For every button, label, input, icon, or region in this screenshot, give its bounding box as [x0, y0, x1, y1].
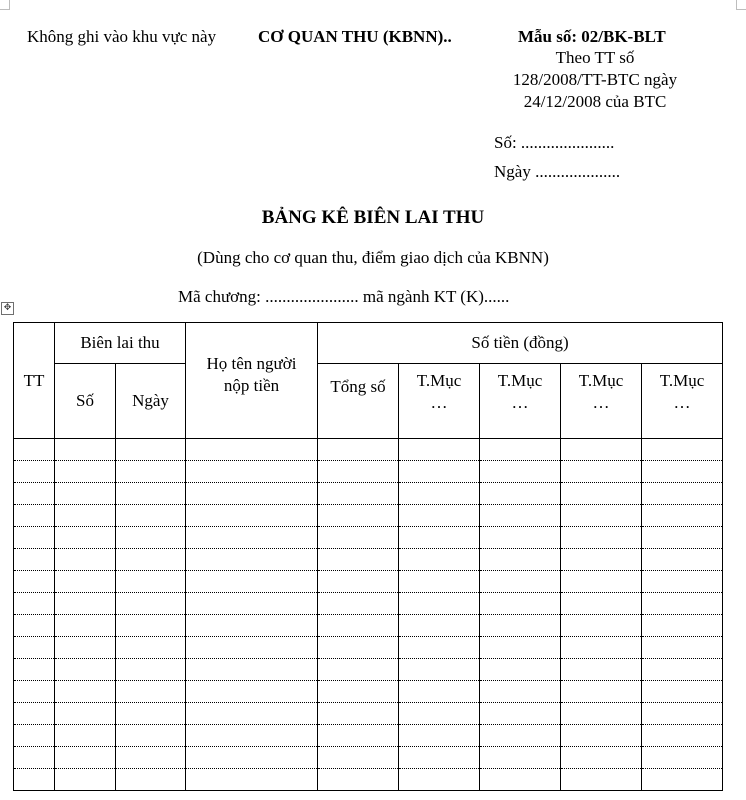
table-cell[interactable] — [116, 461, 186, 483]
table-cell[interactable] — [642, 725, 723, 747]
table-cell[interactable] — [642, 527, 723, 549]
table-cell[interactable] — [399, 747, 480, 769]
table-cell[interactable] — [186, 527, 318, 549]
table-cell[interactable] — [186, 637, 318, 659]
table-cell[interactable] — [561, 593, 642, 615]
table-cell[interactable] — [14, 461, 55, 483]
table-cell[interactable] — [561, 505, 642, 527]
tmuc-4-ellipsis: … — [673, 393, 691, 412]
table-cell[interactable] — [642, 505, 723, 527]
table-cell[interactable] — [561, 483, 642, 505]
table-cell[interactable] — [561, 769, 642, 791]
table-cell[interactable] — [14, 659, 55, 681]
form-number: Mẫu số: 02/BK-BLT — [518, 27, 666, 46]
table-cell[interactable] — [186, 505, 318, 527]
table-cell[interactable] — [318, 571, 399, 593]
col-header-ngay: Ngày — [116, 364, 186, 439]
table-cell[interactable] — [186, 659, 318, 681]
table-cell[interactable] — [480, 747, 561, 769]
table-cell[interactable] — [399, 549, 480, 571]
receipt-list-table — [13, 322, 723, 791]
col-header-so: Số — [55, 364, 116, 439]
table-cell[interactable] — [318, 659, 399, 681]
table-move-handle-icon[interactable]: ✥ — [1, 302, 14, 315]
table-cell[interactable] — [55, 483, 116, 505]
table-cell[interactable] — [642, 439, 723, 461]
table-row — [14, 681, 723, 703]
table-cell[interactable] — [399, 483, 480, 505]
table-cell[interactable] — [55, 681, 116, 703]
col-header-tt: TT — [14, 323, 55, 439]
table-cell[interactable] — [186, 703, 318, 725]
col-header-tmuc-4 — [642, 364, 723, 439]
table-cell[interactable] — [55, 527, 116, 549]
table-body — [14, 439, 723, 791]
document-date-field: Ngày .................... — [494, 162, 621, 181]
table-cell[interactable] — [116, 747, 186, 769]
table-row — [14, 659, 723, 681]
table-cell[interactable] — [642, 637, 723, 659]
table-cell[interactable] — [399, 571, 480, 593]
table-cell[interactable] — [480, 549, 561, 571]
table-cell[interactable] — [399, 615, 480, 637]
table-cell[interactable] — [480, 483, 561, 505]
table-cell[interactable] — [642, 659, 723, 681]
table-cell[interactable] — [116, 659, 186, 681]
table-cell[interactable] — [642, 593, 723, 615]
table-cell[interactable] — [116, 725, 186, 747]
table-cell[interactable] — [399, 461, 480, 483]
table-cell[interactable] — [186, 571, 318, 593]
document-number-field: Số: ...................... — [494, 133, 615, 152]
table-cell[interactable] — [14, 615, 55, 637]
table-cell[interactable] — [561, 703, 642, 725]
table-cell[interactable] — [480, 505, 561, 527]
table-cell[interactable] — [399, 593, 480, 615]
table-cell[interactable] — [318, 681, 399, 703]
table-cell[interactable] — [14, 549, 55, 571]
tmuc-3-label: T.Mục — [578, 371, 624, 390]
table-cell[interactable] — [561, 549, 642, 571]
tmuc-1-ellipsis: … — [430, 393, 448, 412]
table-cell[interactable] — [116, 637, 186, 659]
table-cell[interactable] — [116, 527, 186, 549]
table-cell[interactable] — [14, 747, 55, 769]
table-cell[interactable] — [55, 637, 116, 659]
table-cell[interactable] — [116, 439, 186, 461]
table-cell[interactable] — [642, 571, 723, 593]
table-cell[interactable] — [480, 637, 561, 659]
regulation-ref-line2: 128/2008/TT-BTC ngày — [512, 70, 678, 89]
col-header-total: Tổng số — [318, 364, 399, 439]
table-cell[interactable] — [561, 571, 642, 593]
document-subtitle: (Dùng cho cơ quan thu, điểm giao dịch của KBNN) — [197, 248, 549, 267]
col-header-payer — [186, 323, 318, 439]
table-cell[interactable] — [318, 505, 399, 527]
table-cell[interactable] — [399, 659, 480, 681]
table-cell[interactable] — [14, 571, 55, 593]
table-cell[interactable] — [55, 659, 116, 681]
table-cell[interactable] — [14, 637, 55, 659]
table-cell[interactable] — [186, 461, 318, 483]
table-cell[interactable] — [399, 769, 480, 791]
tmuc-4-label: T.Mục — [659, 371, 705, 390]
table-cell[interactable] — [480, 527, 561, 549]
table-cell[interactable] — [55, 593, 116, 615]
table-cell[interactable] — [116, 593, 186, 615]
table-cell[interactable] — [14, 681, 55, 703]
table-cell[interactable] — [116, 615, 186, 637]
regulation-ref-line1: Theo TT số — [555, 48, 635, 67]
table-cell[interactable] — [399, 725, 480, 747]
table-cell[interactable] — [186, 725, 318, 747]
table-row — [14, 505, 723, 527]
table-cell[interactable] — [561, 461, 642, 483]
chapter-code-line: Mã chương: ...................... mã ngành KT (K)...... — [178, 287, 510, 306]
table-cell[interactable] — [116, 681, 186, 703]
table-cell[interactable] — [399, 703, 480, 725]
table-cell[interactable] — [480, 571, 561, 593]
table-row — [14, 439, 723, 461]
table-cell[interactable] — [116, 505, 186, 527]
table-cell[interactable] — [318, 747, 399, 769]
table-cell[interactable] — [55, 703, 116, 725]
table-cell[interactable] — [642, 549, 723, 571]
table-row — [14, 483, 723, 505]
table-cell[interactable] — [186, 483, 318, 505]
table-cell[interactable] — [14, 439, 55, 461]
col-header-tmuc-1 — [399, 364, 480, 439]
table-cell[interactable] — [116, 769, 186, 791]
table-cell[interactable] — [399, 505, 480, 527]
table-row — [14, 549, 723, 571]
table-cell[interactable] — [480, 725, 561, 747]
table-cell[interactable] — [55, 549, 116, 571]
table-cell[interactable] — [399, 681, 480, 703]
table-cell[interactable] — [561, 527, 642, 549]
table-cell[interactable] — [480, 461, 561, 483]
table-row — [14, 725, 723, 747]
col-header-payer-line2: nộp tiền — [223, 376, 280, 395]
col-header-payer-line1: Họ tên người — [206, 354, 297, 373]
table-cell[interactable] — [186, 549, 318, 571]
tmuc-1-label: T.Mục — [416, 371, 462, 390]
table-cell[interactable] — [318, 483, 399, 505]
tmuc-2-label: T.Mục — [497, 371, 543, 390]
table-cell[interactable] — [561, 637, 642, 659]
table-cell[interactable] — [186, 681, 318, 703]
table-cell[interactable] — [318, 527, 399, 549]
table-cell[interactable] — [318, 549, 399, 571]
table-cell[interactable] — [116, 571, 186, 593]
table-cell[interactable] — [318, 637, 399, 659]
col-header-receipt: Biên lai thu — [55, 323, 186, 364]
table-cell[interactable] — [480, 593, 561, 615]
table-cell[interactable] — [480, 659, 561, 681]
table-cell[interactable] — [186, 439, 318, 461]
table-cell[interactable] — [186, 747, 318, 769]
table-row — [14, 637, 723, 659]
col-header-tmuc-3 — [561, 364, 642, 439]
table-cell[interactable] — [642, 483, 723, 505]
table-cell[interactable] — [116, 549, 186, 571]
table-row — [14, 461, 723, 483]
table-row — [14, 571, 723, 593]
table-cell[interactable] — [318, 439, 399, 461]
page-corner-mark-left — [0, 0, 10, 10]
no-write-zone-label: Không ghi vào khu vực này — [27, 27, 217, 46]
table-cell[interactable] — [318, 769, 399, 791]
document-title: BẢNG KÊ BIÊN LAI THU — [261, 207, 485, 228]
table-cell[interactable] — [14, 483, 55, 505]
table-cell[interactable] — [399, 637, 480, 659]
table-row — [14, 615, 723, 637]
table-cell[interactable] — [55, 615, 116, 637]
table-row — [14, 593, 723, 615]
table-cell[interactable] — [642, 769, 723, 791]
table-cell[interactable] — [399, 527, 480, 549]
table-cell[interactable] — [116, 703, 186, 725]
table-cell[interactable] — [561, 659, 642, 681]
col-header-tmuc-2 — [480, 364, 561, 439]
table-cell[interactable] — [186, 615, 318, 637]
table-cell[interactable] — [55, 505, 116, 527]
table-cell[interactable] — [480, 769, 561, 791]
table-cell[interactable] — [186, 593, 318, 615]
table-cell[interactable] — [642, 461, 723, 483]
table-cell[interactable] — [186, 769, 318, 791]
table-cell[interactable] — [399, 439, 480, 461]
table-cell[interactable] — [55, 769, 116, 791]
regulation-ref-line3: 24/12/2008 của BTC — [523, 92, 667, 111]
table-cell[interactable] — [14, 769, 55, 791]
table-row — [14, 747, 723, 769]
col-header-amount: Số tiền (đồng) — [318, 323, 723, 364]
table-cell[interactable] — [14, 527, 55, 549]
table-cell[interactable] — [14, 505, 55, 527]
table-cell[interactable] — [561, 615, 642, 637]
table-cell[interactable] — [642, 703, 723, 725]
table-row — [14, 769, 723, 791]
table-cell[interactable] — [55, 747, 116, 769]
table-row — [14, 527, 723, 549]
table-row — [14, 703, 723, 725]
table-cell[interactable] — [480, 681, 561, 703]
table-cell[interactable] — [480, 615, 561, 637]
table-cell[interactable] — [561, 439, 642, 461]
table-cell[interactable] — [14, 593, 55, 615]
tmuc-2-ellipsis: … — [511, 393, 529, 412]
table-cell[interactable] — [480, 703, 561, 725]
table-cell[interactable] — [561, 747, 642, 769]
table-cell[interactable] — [642, 681, 723, 703]
table-cell[interactable] — [116, 483, 186, 505]
table-cell[interactable] — [480, 439, 561, 461]
table-cell[interactable] — [318, 615, 399, 637]
table-cell[interactable] — [55, 439, 116, 461]
table-cell[interactable] — [318, 461, 399, 483]
table-cell[interactable] — [561, 725, 642, 747]
table-cell[interactable] — [318, 725, 399, 747]
table-cell[interactable] — [14, 725, 55, 747]
table-cell[interactable] — [318, 703, 399, 725]
table-cell[interactable] — [318, 593, 399, 615]
page-corner-mark-right — [736, 0, 746, 10]
tmuc-3-ellipsis: … — [592, 393, 610, 412]
agency-label: CƠ QUAN THU (KBNN).. — [258, 27, 452, 46]
table-cell[interactable] — [55, 725, 116, 747]
table-cell[interactable] — [55, 461, 116, 483]
table-cell[interactable] — [642, 747, 723, 769]
table-cell[interactable] — [642, 615, 723, 637]
table-cell[interactable] — [55, 571, 116, 593]
table-cell[interactable] — [14, 703, 55, 725]
table-cell[interactable] — [561, 681, 642, 703]
